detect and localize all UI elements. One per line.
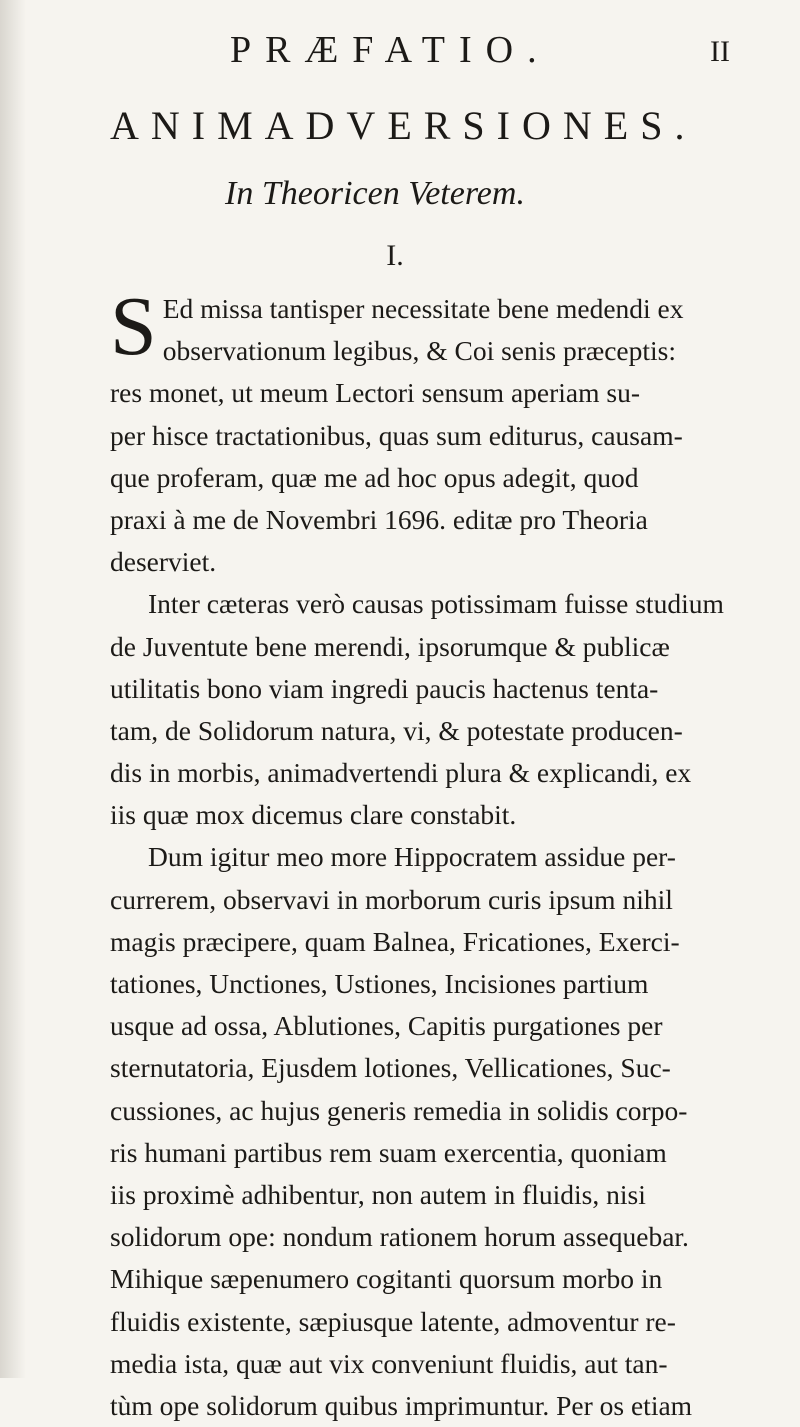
text-line: Mihique sæpenumero cogitanti quorsum morbo in — [110, 1263, 663, 1295]
text-line: cussiones, ac hujus generis remedia in solidis corpo- — [110, 1094, 688, 1126]
text-line: currerem, observavi in morborum curis ipsum nihil — [110, 883, 673, 915]
text-line: magis præcipere, quam Balnea, Fricationes, Exerci- — [110, 925, 680, 957]
text-line: de Juventute bene merendi, ipsorumque & publicæ — [110, 630, 670, 662]
drop-cap: S — [110, 280, 157, 373]
running-head — [110, 28, 730, 80]
gutter-shadow — [0, 0, 26, 1378]
text-line: fluidis existente, sæpiusque latente, admoventur re- — [110, 1305, 676, 1337]
text-line: media ista, quæ aut vix conveniunt fluidis, aut tan- — [110, 1347, 668, 1379]
body-text — [110, 280, 730, 1427]
running-title: PRÆFATIO. — [230, 29, 551, 71]
text-line: Ed missa tantisper necessitate bene medendi ex — [162, 293, 684, 324]
text-line: sternutatoria, Ejusdem lotiones, Vellicationes, Suc- — [110, 1052, 671, 1084]
text-line: ris humani partibus rem suam exercentia, quoniam — [110, 1136, 667, 1168]
section-subtitle: In Theoricen Veterem. — [225, 175, 525, 212]
text-line: res monet, ut meum Lectori sensum aperiam su- — [110, 377, 640, 409]
text-line: praxi à me de Novembri 1696. editæ pro Theoria — [110, 503, 648, 535]
text-line: deserviet. — [110, 546, 217, 578]
page-number: II — [710, 35, 730, 68]
text-line: solidorum ope: nondum rationem horum assequebar. — [110, 1221, 689, 1253]
section-number: I. — [386, 239, 404, 272]
text-line: tùm ope solidorum quibus imprimuntur. Per os etiam — [110, 1389, 693, 1421]
text-line: iis proximè adhibentur, non autem in fluidis, nisi — [110, 1178, 646, 1210]
text-line: usque ad ossa, Ablutiones, Capitis purgationes per — [110, 1010, 663, 1042]
text-line: que proferam, quæ me ad hoc opus adegit, quod — [110, 461, 639, 493]
text-line: iis quæ mox dicemus clare constabit. — [110, 799, 517, 831]
text-line: tationes, Unctiones, Ustiones, Incisiones partium — [110, 968, 649, 999]
text-line: tam, de Solidorum natura, vi, & potestate producen- — [110, 714, 683, 746]
text-line: Inter cæteras verò causas potissimam fuisse studium — [148, 588, 724, 620]
text-line: observationum legibus, & Coi senis præceptis: — [162, 335, 677, 367]
section-title: ANIMADVERSIONES. — [110, 103, 697, 148]
text-line: per hisce tractationibus, quas sum editurus, causam- — [110, 419, 683, 451]
text-line: Dum igitur meo more Hippocratem assidue per- — [148, 841, 676, 873]
text-line: dis in morbis, animadvertendi plura & explicandi, ex — [110, 757, 692, 789]
text-line: utilitatis bono viam ingredi paucis hactenus tenta- — [110, 672, 659, 704]
